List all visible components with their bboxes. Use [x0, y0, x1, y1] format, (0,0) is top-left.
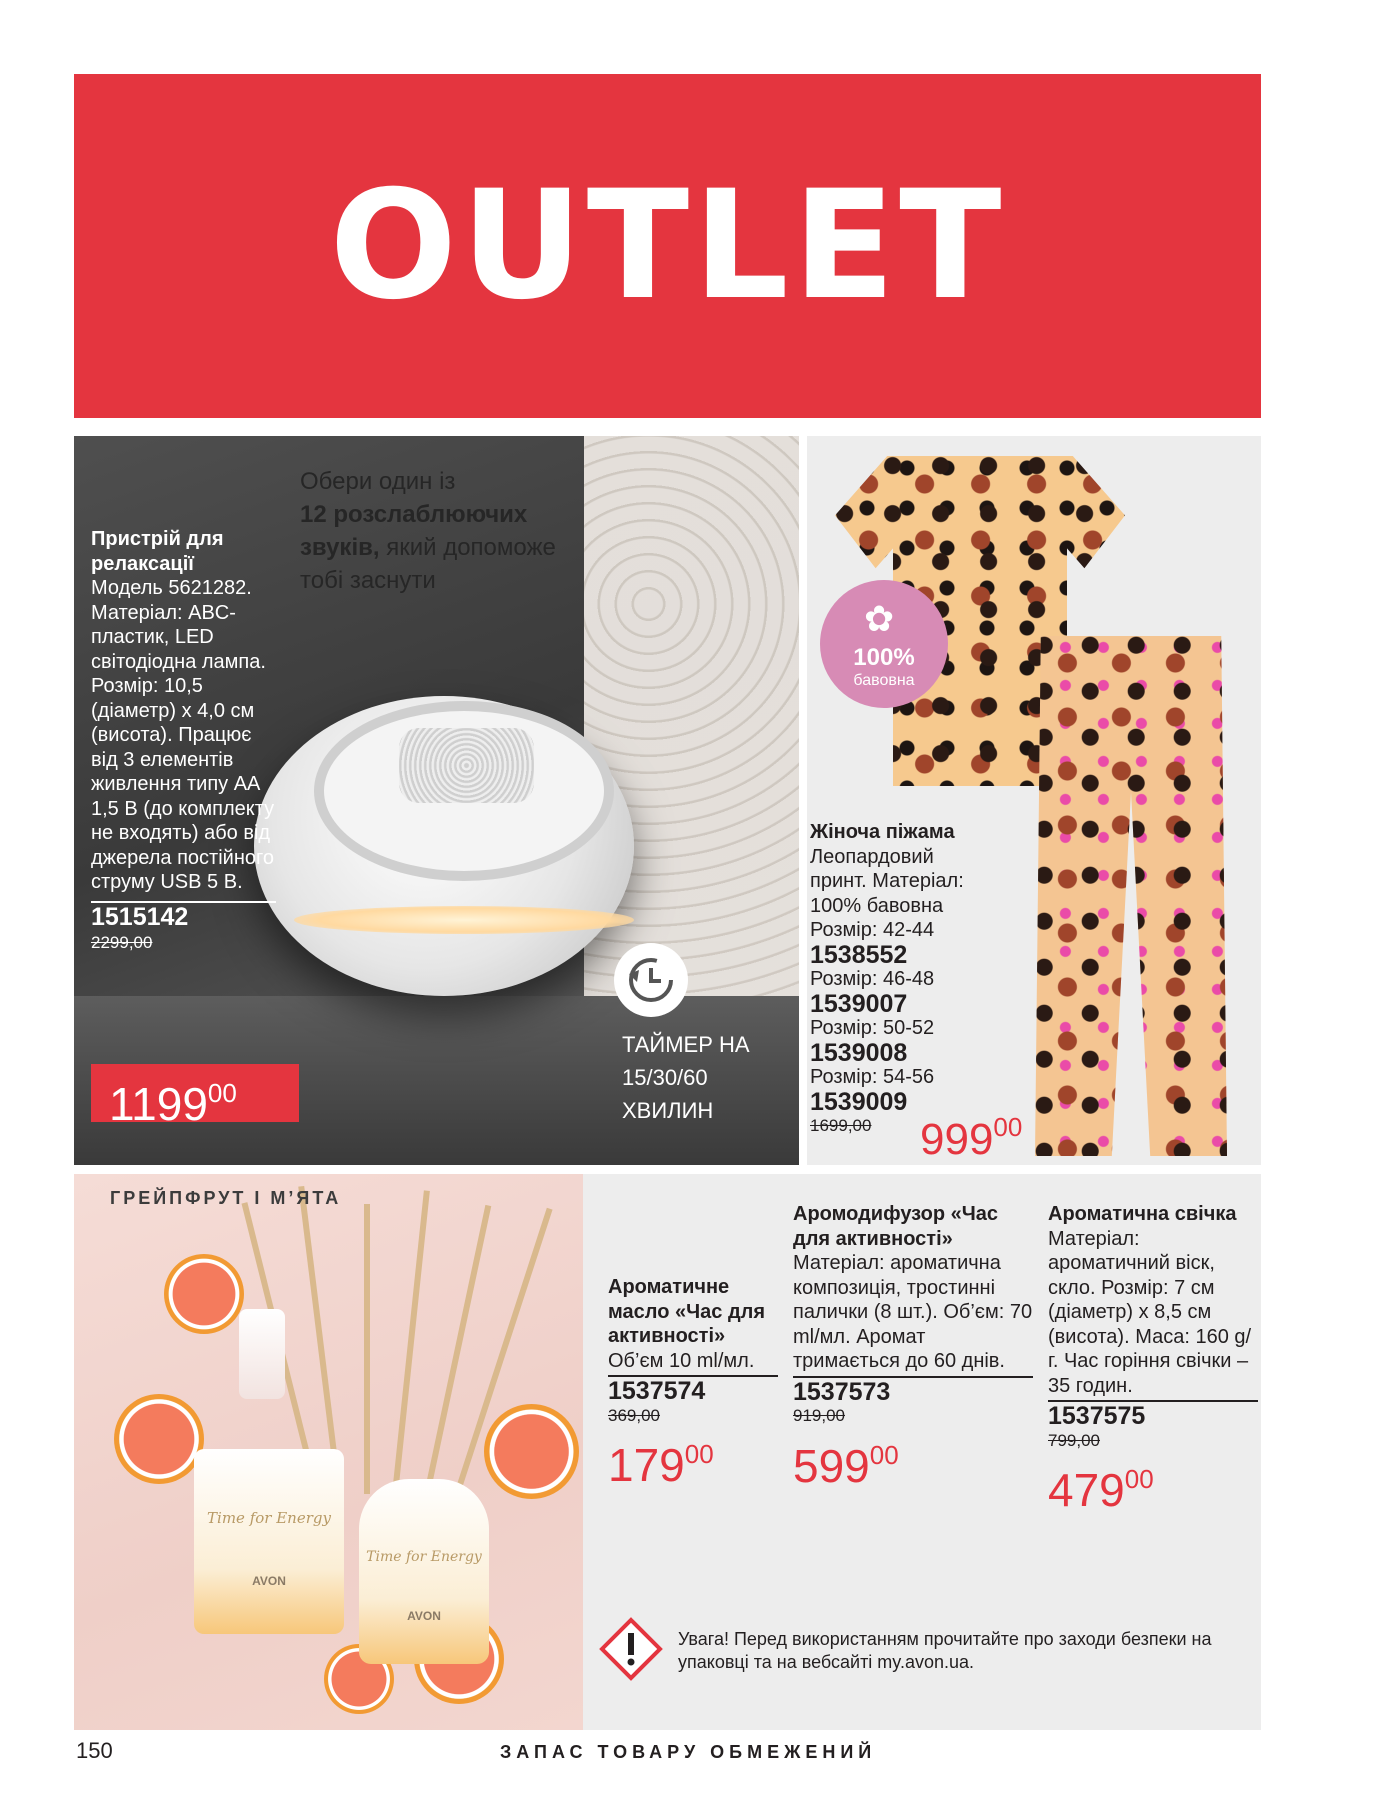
old-price: 799,00 — [1048, 1430, 1100, 1450]
speaker-grille — [399, 728, 534, 803]
cotton-flower-icon: ✿ — [864, 598, 895, 639]
clock-history-icon — [614, 943, 688, 1017]
old-price: 2299,00 — [91, 933, 153, 952]
exclamation-diamond-icon — [599, 1617, 663, 1681]
product-code: 1537574 — [608, 1375, 778, 1404]
product-name: Аромодифузор «Час для активності» — [793, 1203, 999, 1250]
cotton-badge: ✿ 100% бавовна — [820, 580, 948, 708]
outlet-banner — [74, 74, 1261, 418]
relax-price: 1199$^{00}$ — [91, 1064, 299, 1122]
old-price: 369,00 — [608, 1405, 660, 1425]
oil-vial-image — [239, 1309, 285, 1399]
candle-jar-image: Time for Energy AVON — [194, 1449, 344, 1634]
product-code: 1537573 — [793, 1376, 1033, 1405]
product-code: 1537575 — [1048, 1400, 1258, 1429]
timer-caption: ТАЙМЕР НА 15/30/60 ХВИЛИН — [622, 1032, 750, 1123]
banner-title: OUTLET — [329, 159, 1006, 333]
product-description: Об’єм 10 ml/мл. — [608, 1349, 755, 1372]
product-description: Матеріал: ароматична композиція, тростинні палички (8 шт.). Об’єм: 70 ml/мл. Аромат тримається до 60 днів. — [793, 1252, 1033, 1372]
relax-product-info — [91, 527, 276, 956]
product-description: Модель 5621282. Матеріал: ABC-пластик, LED світодіодна лампа. Розмір: 10,5 (діаметр) х 4,0 см (висота). Працює від 3 елементів живлення типу АА 1,5 В (до комплекту не входять) або від джерела постійного струму USB 5 В. — [91, 577, 275, 893]
pyjama-pants-image — [1035, 636, 1227, 1156]
product-name: Пристрій для релаксації — [91, 528, 224, 575]
product-code: 1515142 — [91, 902, 189, 931]
product-name: Ароматичне масло «Час для активності» — [608, 1276, 766, 1347]
product-price: $599^{00}$ — [793, 1439, 899, 1492]
product-description: Матеріал: ароматичний віск, скло. Розмір: 7 см (діаметр) х 8,5 см (висота). Маса: 160 g/г. Час горіння свічки – 35 годин. — [1048, 1227, 1252, 1397]
safety-warning: Увага! Перед використанням прочитайте про заходи безпеки на упаковці та на вебсайті my.avon.ua. — [678, 1629, 1212, 1672]
old-price: 919,00 — [793, 1406, 845, 1425]
pyjama-product-info: Жіноча піжама Леопардовий принт. Матеріал: 100% бавовна Розмір: 42-44 1538552 Розмір: 46-48 1539007 Розмір: 50-52 1539008 Розмір: 54-56 1539009 1699,00 — [810, 820, 985, 1139]
diffuser-bottle-image: Time for Energy AVON — [359, 1479, 489, 1664]
product-price: $479^{00}$ — [1048, 1464, 1154, 1516]
aroma-candle-info — [1048, 1202, 1258, 1516]
led-glow — [294, 906, 634, 934]
product-name: Жіноча піжама — [810, 821, 955, 843]
old-price: 1699,00 — [810, 1116, 872, 1135]
stock-limited-note: ЗАПАС ТОВАРУ ОБМЕЖЕНИЙ — [500, 1742, 877, 1762]
product-price: $179^{00}$ — [608, 1439, 714, 1491]
pyjama-price: $999^{00}$ — [920, 1112, 1023, 1164]
aroma-oil-info — [608, 1275, 778, 1491]
product-name: Ароматична свічка — [1048, 1203, 1237, 1225]
page-number: 150 — [76, 1738, 113, 1763]
aroma-photo — [74, 1174, 583, 1730]
aroma-diffuser-info — [793, 1202, 1033, 1492]
product-description: Леопардовий принт. Матеріал: 100% бавовна — [810, 845, 964, 917]
scent-label: ГРЕЙПФРУТ І М’ЯТА — [110, 1188, 342, 1208]
relax-quote: Обери один із 12 розслаблюючих звуків, який допоможе тобі заснути — [300, 468, 556, 594]
